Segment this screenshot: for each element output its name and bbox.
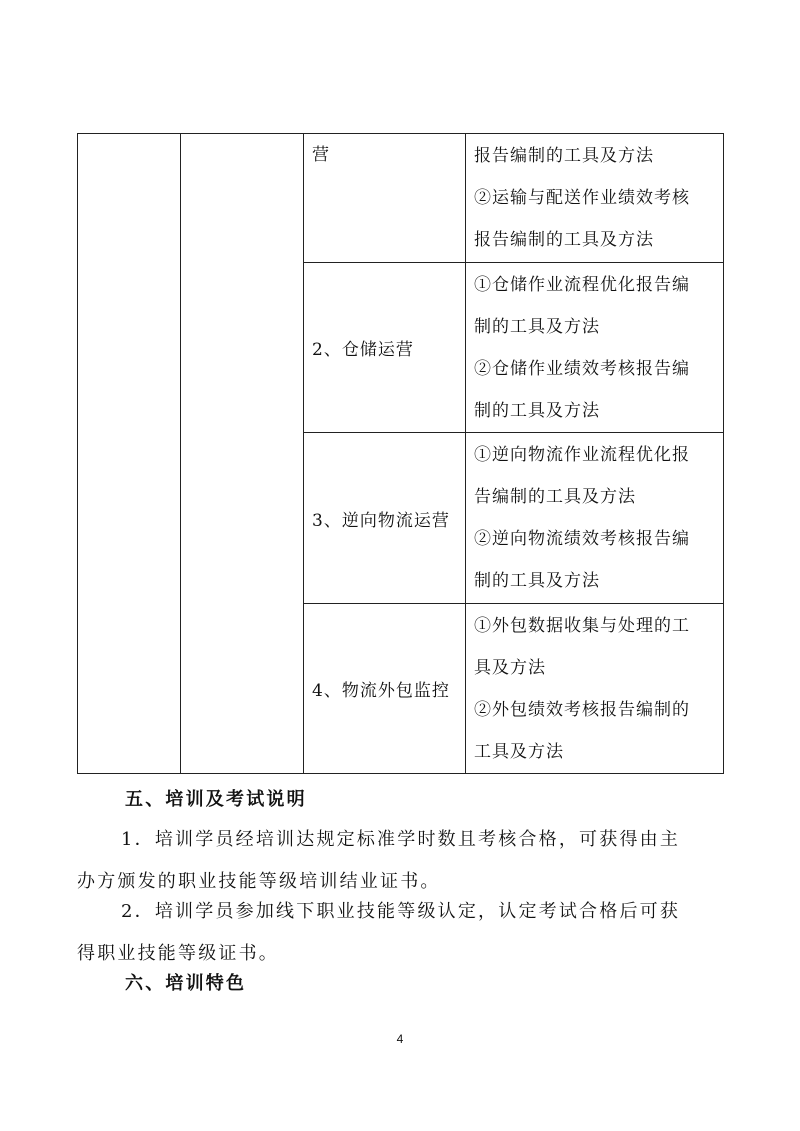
table-cell-empty xyxy=(78,134,181,774)
content-line: ②外包绩效考核报告编制的 xyxy=(474,699,690,720)
table-cell-empty xyxy=(181,134,304,774)
module-label: 4、物流外包监控 xyxy=(312,681,450,701)
content-line: ②逆向物流绩效考核报告编 xyxy=(474,529,690,549)
content-cell xyxy=(466,604,724,774)
paragraph-line: 办方颁发的职业技能等级培训结业证书。 xyxy=(77,871,441,892)
module-cell xyxy=(304,433,466,604)
content-line: 告编制的工具及方法 xyxy=(474,487,636,507)
content-line: 报告编制的工具及方法 xyxy=(474,230,654,250)
training-content-table xyxy=(77,133,724,774)
section-heading: 五、培训及考试说明 xyxy=(125,789,307,810)
content-line: ②仓储作业绩效考核报告编 xyxy=(474,358,690,379)
module-cell xyxy=(304,604,466,774)
module-label: 营 xyxy=(312,145,330,165)
paragraph-line: 得职业技能等级证书。 xyxy=(77,943,279,964)
section-heading: 六、培训特色 xyxy=(125,973,247,994)
module-label: 3、逆向物流运营 xyxy=(312,510,450,531)
content-line: 工具及方法 xyxy=(474,741,564,762)
module-cell xyxy=(304,263,466,433)
module-label: 2、仓储运营 xyxy=(312,340,414,360)
content-line: 报告编制的工具及方法 xyxy=(474,146,654,166)
module-cell xyxy=(304,134,466,263)
paragraph-line: 1．培训学员经培训达规定标准学时数且考核合格，可获得由主 xyxy=(121,829,681,850)
content-line: 制的工具及方法 xyxy=(474,316,600,337)
content-line: 具及方法 xyxy=(474,657,546,678)
content-cell xyxy=(466,433,724,604)
content-line: ①逆向物流作业流程优化报 xyxy=(474,445,690,465)
table-row xyxy=(78,134,724,263)
page-number: 4 xyxy=(396,1032,404,1046)
content-cell xyxy=(466,134,724,263)
content-cell xyxy=(466,263,724,433)
content-line: ①外包数据收集与处理的工 xyxy=(474,615,690,636)
content-line: ②运输与配送作业绩效考核 xyxy=(474,188,690,208)
content-line: 制的工具及方法 xyxy=(474,571,600,591)
content-line: ①仓储作业流程优化报告编 xyxy=(474,274,690,295)
paragraph-line: 2．培训学员参加线下职业技能等级认定，认定考试合格后可获 xyxy=(121,901,681,922)
content-line: 制的工具及方法 xyxy=(474,400,600,421)
